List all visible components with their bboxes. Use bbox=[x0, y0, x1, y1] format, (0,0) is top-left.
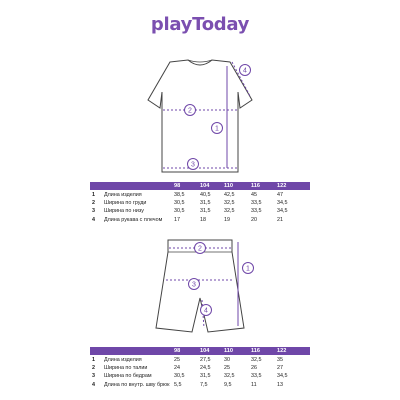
svg-text:1: 1 bbox=[246, 265, 250, 273]
tshirt-marker-1 bbox=[212, 123, 223, 134]
tshirt-diagram bbox=[0, 0, 400, 180]
table-row: 4 Длина рукава с плечом 17 18 19 20 21 bbox=[92, 216, 283, 223]
shorts-marker-1 bbox=[243, 263, 254, 274]
tshirt-marker-3 bbox=[188, 159, 199, 170]
shorts-marker-4 bbox=[201, 305, 212, 316]
svg-text:1: 1 bbox=[215, 125, 219, 133]
table-row: 2 Ширина по талии 24 24,5 25 26 27 bbox=[92, 364, 283, 371]
shorts-marker-2 bbox=[195, 243, 206, 254]
tshirt-marker-4 bbox=[240, 65, 251, 76]
svg-text:2: 2 bbox=[188, 107, 192, 115]
table-row: 2 Ширина по груди 30,5 31,5 32,5 33,5 34,5 bbox=[92, 199, 288, 206]
svg-text:4: 4 bbox=[204, 307, 208, 315]
svg-text:2: 2 bbox=[198, 245, 202, 253]
shorts-diagram bbox=[0, 228, 400, 348]
svg-text:4: 4 bbox=[243, 67, 247, 75]
tshirt-size-table bbox=[90, 182, 310, 224]
shorts-size-table bbox=[90, 347, 310, 389]
table-row: 3 Ширина по бедрам 30,5 31,5 32,5 33,5 34,5 bbox=[92, 373, 288, 380]
table-row: 3 Ширина по низу 30,5 31,5 32,5 33,5 34,5 bbox=[92, 208, 288, 215]
table-header: 98 104 110 116 122 bbox=[90, 347, 310, 355]
shorts-marker-3 bbox=[189, 279, 200, 290]
table-row: 1 Длина изделия 25 27,5 30 32,5 35 bbox=[92, 356, 283, 363]
svg-text:3: 3 bbox=[191, 161, 195, 169]
table-header: 98 104 110 116 122 bbox=[90, 182, 310, 190]
tshirt-outline bbox=[148, 60, 252, 172]
brand-logo: playToday bbox=[150, 14, 250, 35]
table-row: 4 Длина по внутр. шву брюк 5,5 7,5 9,5 11 13 bbox=[92, 381, 283, 388]
table-row: 1 Длина изделия 38,5 40,5 42,5 45 47 bbox=[92, 191, 283, 198]
tshirt-marker-2 bbox=[185, 105, 196, 116]
svg-text:3: 3 bbox=[192, 281, 196, 289]
